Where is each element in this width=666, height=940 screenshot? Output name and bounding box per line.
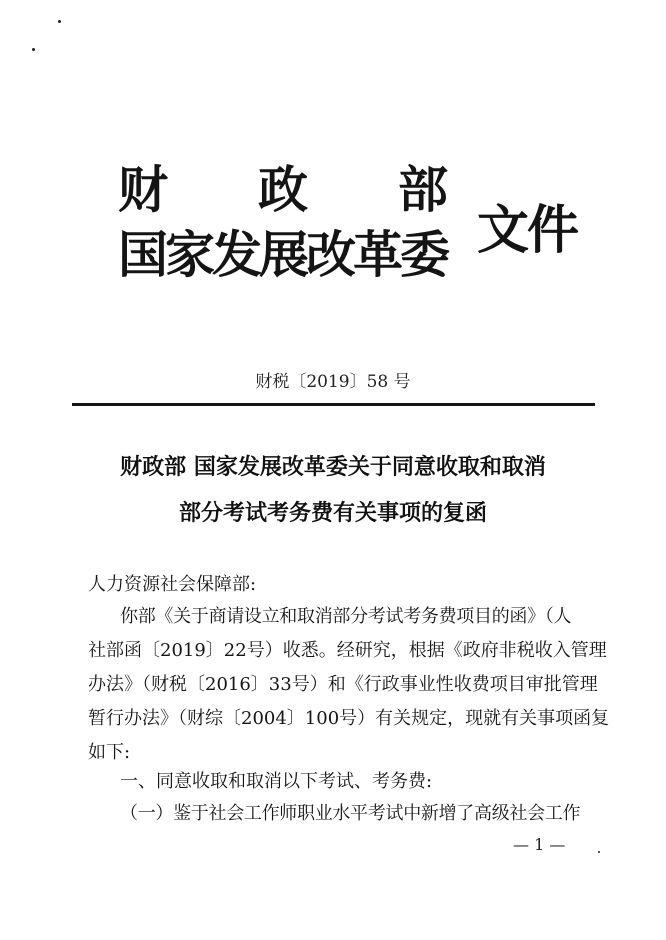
header-org-ministry-of-finance: [118, 160, 448, 220]
header-char: 部: [398, 160, 448, 219]
body-line: 如下:: [88, 742, 131, 763]
body-line: 你部《关于商请设立和取消部分考试考务费项目的函》（人: [120, 606, 572, 627]
body-line: 社部函〔2019〕22号）收悉。经研究，根据《政府非税收入管理: [88, 640, 607, 661]
document-number: 财税〔2019〕58 号: [255, 372, 411, 392]
header-char: 政: [258, 160, 308, 219]
scan-speck: [32, 48, 35, 51]
header-doc-word: 文件: [477, 200, 578, 261]
header-org-ndrc: 国家发展改革委: [118, 225, 447, 284]
recipient-line: 人力资源社会保障部:: [88, 574, 257, 595]
scan-speck: [58, 20, 61, 23]
body-line: 办法》（财税〔2016〕33号）和《行政事业性收费项目审批管理: [88, 674, 598, 695]
body-line: 暂行办法》（财综〔2004〕100号）有关规定，现就有关事项函复: [88, 708, 610, 729]
header-divider-line: [72, 403, 595, 406]
document-title-line-2: 部分考试考务费有关事项的复函: [178, 500, 487, 526]
body-line: （一）鉴于社会工作师职业水平考试中新增了高级社会工作: [120, 803, 581, 824]
document-title-line-1: 财政部 国家发展改革委关于同意收取和取消: [120, 454, 546, 480]
scan-speck: [598, 851, 600, 853]
page-number: — 1 —: [513, 835, 566, 854]
header-char: 财: [118, 160, 168, 219]
section-heading: 一、同意收取和取消以下考试、考务费:: [120, 771, 433, 792]
